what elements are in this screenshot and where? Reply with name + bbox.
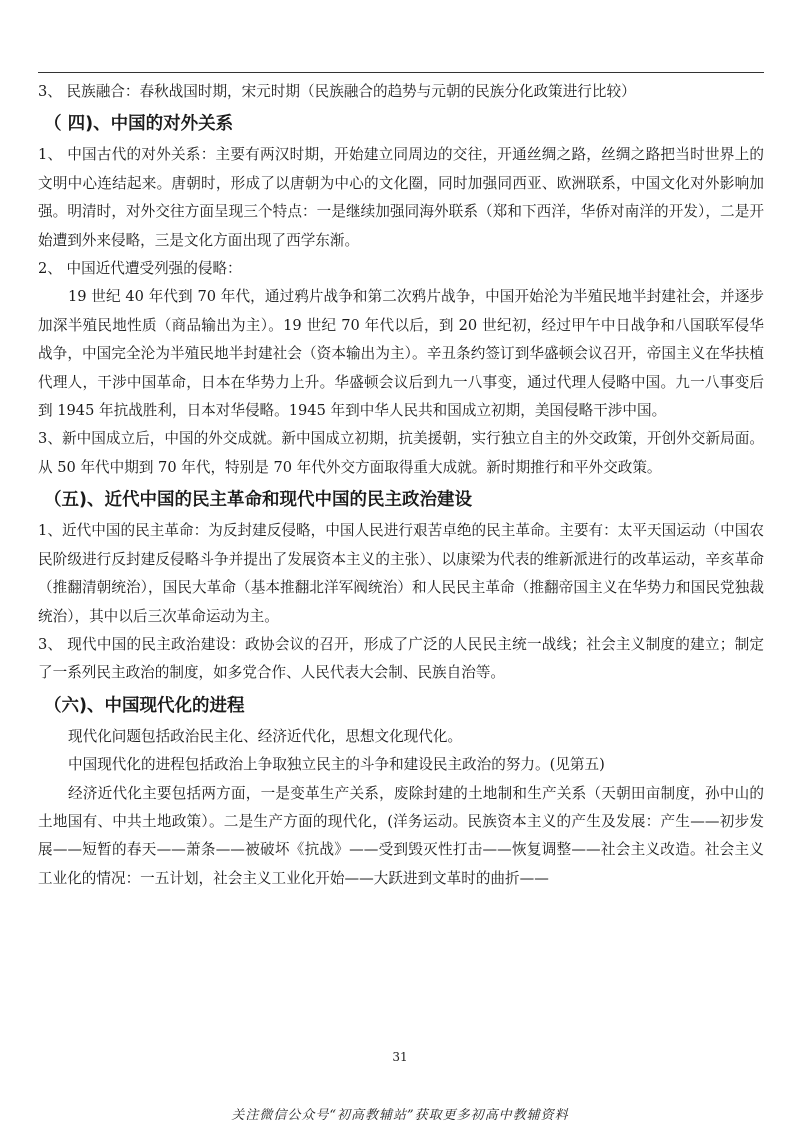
paragraph-modernization-scope: 现代化问题包括政治民主化、经济近代化，思想文化现代化。 <box>68 727 463 745</box>
paragraph-ancient-foreign-relations: 1、 中国古代的对外关系：主要有两汉时期，开始建立同周边的交往，开通丝绸之路，丝绸之路把当时世界上的文明中心连结起来。唐朝时，形成了以唐朝为中心的文化圈，同时加强同西亚、欧洲联系，中国文化对外影响加强。明清时，对外交往方面呈现三个特点：一是继续加强同海外联系（郑和下西洋，华侨对南洋的开发），二是开始遭到外来侵略，三是文化方面出现了西学东渐。 <box>38 146 764 249</box>
page-number: 31 <box>392 1050 408 1064</box>
paragraph-ethnic-fusion: 3、 民族融合：春秋战国时期，宋元时期（民族融合的趋势与元朝的民族分化政策进行比较） <box>38 83 636 100</box>
paragraph-modern-aggression-title: 2、 中国近代遭受列强的侵略： <box>38 260 242 278</box>
footer-note: 关注微信公众号“初高教辅站”获取更多初高中教辅资料 <box>231 1108 569 1123</box>
paragraph-democratic-politics: 3、 现代中国的民主政治建设：政协会议的召开，形成了广泛的人民民主统一战线；社会主义制度的建立；制定了一系列民主政治的制度，如多党合作、人民代表大会制、民族自治等。 <box>38 635 764 682</box>
paragraph-democratic-revolution: 1、近代中国的民主革命：为反封建反侵略，中国人民进行艰苦卓绝的民主革命。主要有：太平天国运动（中国农民阶级进行反封建反侵略斗争并提出了发展资本主义的主张）、以康梁为代表的维新派进行的改革运动，辛亥革命（推翻清朝统治），国民大革命（基本推翻北洋军阀统治）和人民民主革命（推翻帝国主义在华势力和国民党独裁统治），其中以后三次革命运动为主。 <box>38 522 764 625</box>
section-heading-modernization: （六)、中国现代化的进程 <box>44 695 245 716</box>
section-heading-democratic-revolution: （五)、近代中国的民主革命和现代中国的民主政治建设 <box>44 490 472 511</box>
paragraph-modernization-economy: 经济近代化主要包括两方面，一是变革生产关系，废除封建的土地制和生产关系（天朝田亩制度，孙中山的土地国有、中共土地政策）。二是生产方面的现代化，(洋务运动。民族资本主义的产生及发展：产生——初步发展——短暂的春天——萧条——被破坏《抗战》——受到毁灭性打击——恢复调整——社会主义改造。社会主义工业化的情况：一五计划，社会主义工业化开始——大跃进到文革时的曲折—— <box>38 784 764 887</box>
section-heading-foreign-relations: （ 四)、中国的对外关系 <box>44 114 234 135</box>
paragraph-modern-aggression: 19 世纪 40 年代到 70 年代，通过鸦片战争和第二次鸦片战争，中国开始沦为半殖民地半封建社会，并逐步加深半殖民地性质（商品输出为主）。19 世纪 70 年代以后，到 20 世纪初，经过甲午中日战争和八国联军侵华战争，中国完全沦为半殖民地半封建社会（资本输出为主）。辛丑条约签订到华盛顿会议召开，帝国主义在华扶植代理人，干涉中国革命，日本在华势力上升。华盛顿会议后到九一八事变，通过代理人侵略中国。九一八事变后到 1945 年抗战胜利，日本对华侵略。1945 年到中华人民共和国成立初期，美国侵略干涉中国。 <box>38 288 764 420</box>
paragraph-new-china-diplomacy: 3、新中国成立后，中国的外交成就。新中国成立初期，抗美援朝，实行独立自主的外交政策，开创外交新局面。从 50 年代中期到 70 年代，特别是 70 年代外交方面取得重大成就。新时期推行和平外交政策。 <box>38 430 764 476</box>
paragraph-modernization-politics: 中国现代化的进程包括政治上争取独立民主的斗争和建设民主政治的努力。(见第五) <box>68 756 605 774</box>
page-content <box>38 78 764 893</box>
header-rule <box>38 72 764 73</box>
